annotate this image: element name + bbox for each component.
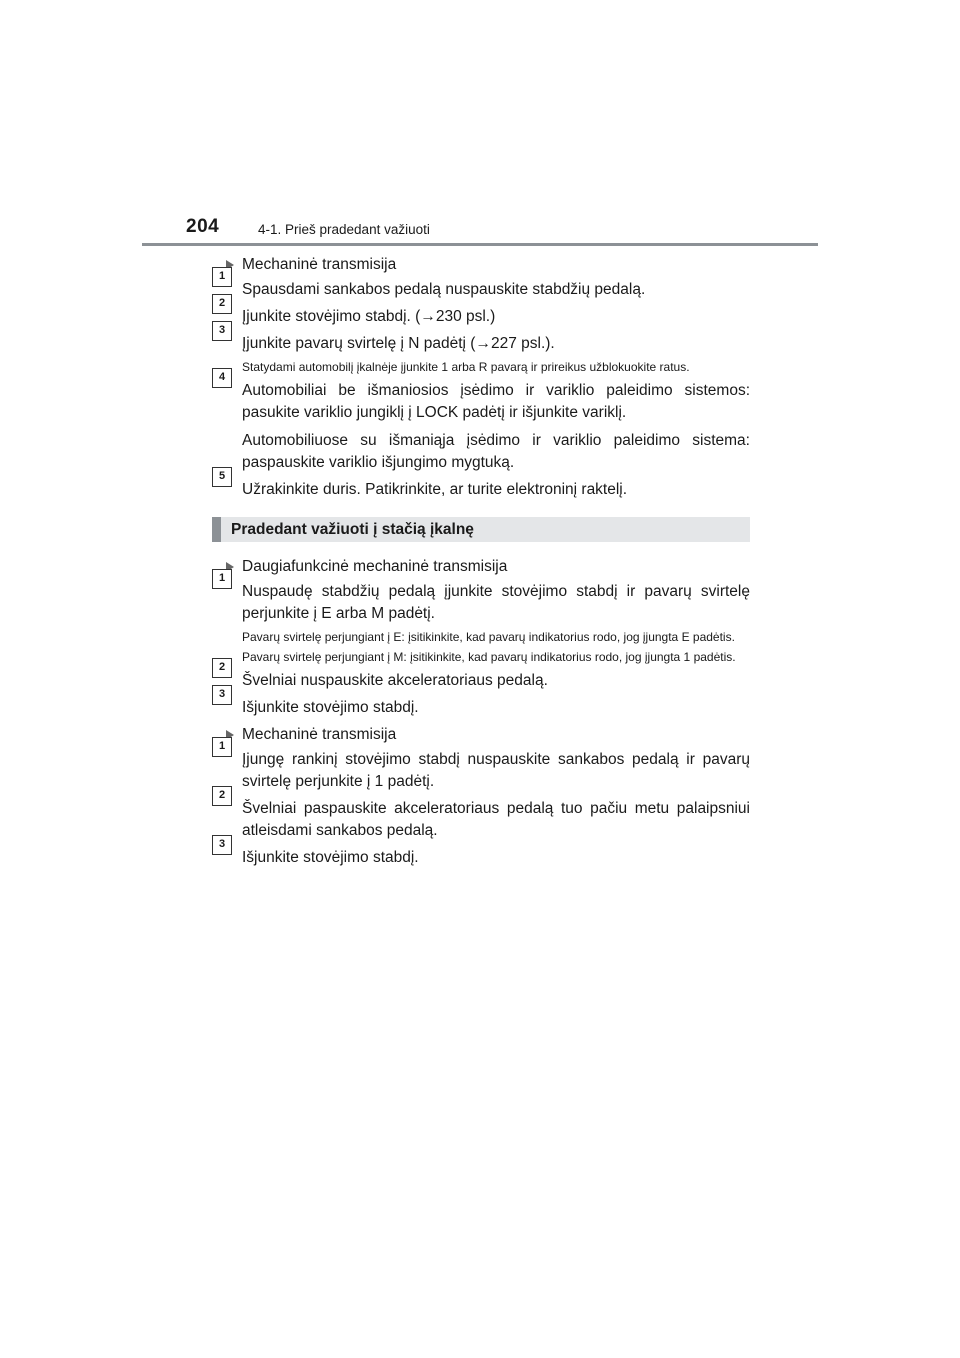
subheading (212, 254, 750, 275)
step-number-badge: 3 (212, 685, 232, 705)
step-item (212, 470, 750, 501)
step-number-badge: 3 (212, 835, 232, 855)
step-text: Užrakinkite duris. Patikrinkite, ar turite elektroninį raktelį. (242, 481, 628, 498)
step-text: Švelniai paspauskite akceleratoriaus pedalą tuo pačiu metu palaipsniui atleisdami sankabos pedalą. (242, 800, 750, 839)
step-text-alt: Automobiliuose su išmaniąja įsėdimo ir variklio paleidimo sistema: paspauskite variklio išjungimo mygtuką. (242, 432, 750, 471)
subheading (212, 724, 750, 745)
subheading-label: Mechaninė transmisija (242, 726, 397, 743)
step-number-badge: 4 (212, 368, 232, 388)
step-item (212, 297, 750, 328)
subheading (212, 556, 750, 577)
step-note: Pavarų svirtelę perjungiant į M: įsitikinkite, kad pavarų indikatorius rodo, jog įjungta 1 padėtis. (242, 650, 736, 664)
step-text: Spausdami sankabos pedalą nuspauskite stabdžių pedalą. (242, 281, 646, 298)
step-number-badge: 1 (212, 267, 232, 287)
step-item (212, 740, 750, 793)
step-text: Nuspaudę stabdžių pedalą įjunkite stovėjimo stabdį ir pavarų svirtelę perjunkite į E arba M padėtį. (242, 583, 750, 622)
step-text: Išjunkite stovėjimo stabdį. (242, 849, 419, 866)
step-item (212, 324, 750, 355)
step-number-badge: 2 (212, 658, 232, 678)
step-text: Įjunkite pavarų svirtelę į N padėtį (→227 psl.). (242, 335, 555, 352)
step-item (212, 270, 750, 301)
step-item (212, 661, 750, 692)
section-header: 4-1. Prieš pradedant važiuoti (258, 222, 430, 237)
header-divider (142, 243, 818, 246)
step-number-badge: 2 (212, 294, 232, 314)
step-text: Įjunkite stovėjimo stabdį. (→230 psl.) (242, 308, 496, 325)
step-item (212, 371, 750, 474)
subheading-label: Daugiafunkcinė mechaninė transmisija (242, 558, 508, 575)
step-text: Švelniai nuspauskite akceleratoriaus pedalą. (242, 672, 548, 689)
step-number-badge: 2 (212, 786, 232, 806)
step-number-badge: 3 (212, 321, 232, 341)
step-text: Įjungę rankinį stovėjimo stabdį nuspauskite sankabos pedalą ir pavarų svirtelę perjunkite į 1 padėtį. (242, 751, 750, 790)
subheading-label: Mechaninė transmisija (242, 256, 397, 273)
page-number: 204 (186, 216, 220, 237)
step-note: Statydami automobilį įkalnėje įjunkite 1 arba R pavarą ir prireikus užblokuokite ratus. (242, 360, 690, 374)
step-item (212, 838, 750, 869)
step-number-badge: 1 (212, 569, 232, 589)
step-text: Automobiliai be išmaniosios įsėdimo ir variklio paleidimo sistemos: pasukite variklio jungiklį į LOCK padėtį ir išjunkite variklį. (242, 382, 750, 421)
step-number-badge: 5 (212, 467, 232, 487)
step-item (212, 789, 750, 842)
step-item (212, 688, 750, 719)
section-heading: Pradedant važiuoti į stačią įkalnę (212, 517, 750, 542)
page-content (212, 254, 750, 874)
step-note: Pavarų svirtelę perjungiant į E: įsitikinkite, kad pavarų indikatorius rodo, jog įjungta E padėtis. (242, 630, 735, 644)
step-item (212, 572, 750, 625)
step-text: Išjunkite stovėjimo stabdį. (242, 699, 419, 716)
step-number-badge: 1 (212, 737, 232, 757)
